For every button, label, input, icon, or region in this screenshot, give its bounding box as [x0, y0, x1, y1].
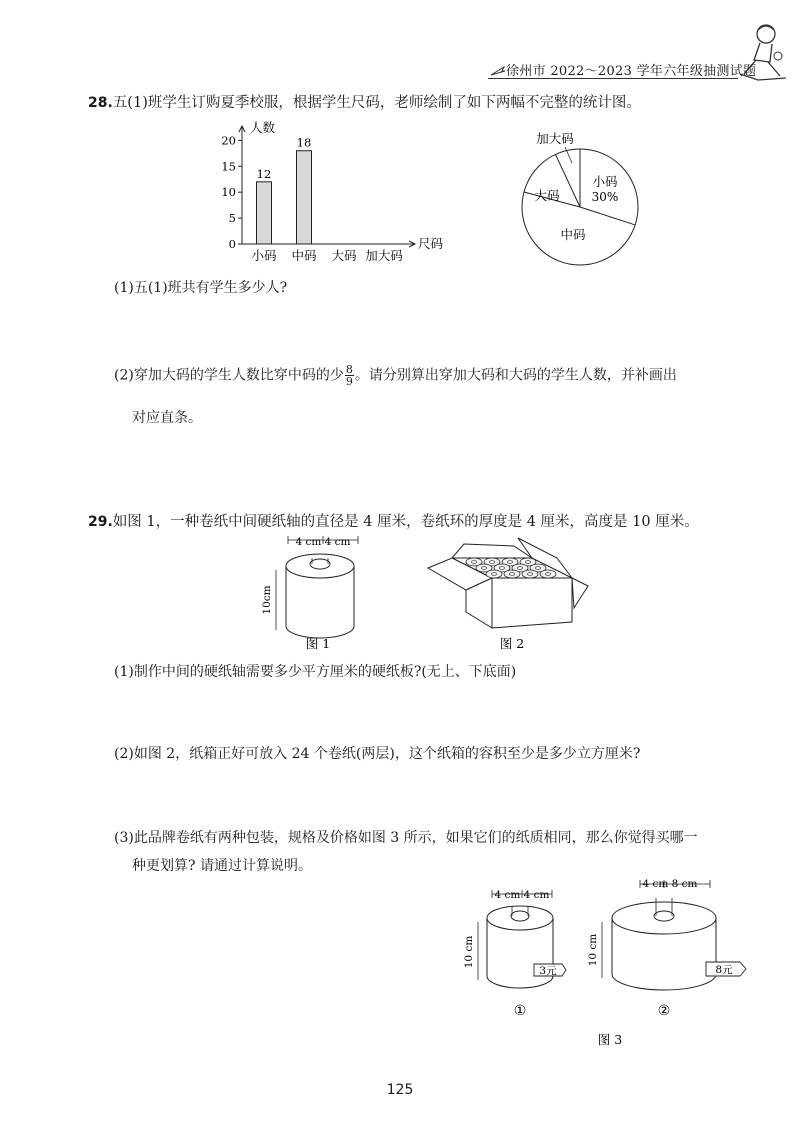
roll2-price-tag: 8元	[715, 964, 733, 976]
roll2-mark: ②	[657, 1003, 671, 1019]
figure-3-rolls	[462, 872, 762, 1047]
q28-stem	[88, 93, 641, 113]
pie-chart	[515, 125, 665, 275]
bar-data-label: 12	[256, 166, 272, 181]
header-rule	[488, 78, 738, 79]
q29-sub3-line1: (3)此品牌卷纸有两种包装，规格及价格如图 3 所示，如果它们的纸质相同，那么你觉得买哪一	[114, 830, 698, 846]
y-tick-label: 5	[228, 211, 236, 226]
roll1-dim-height: 10 cm	[463, 935, 475, 969]
bar	[257, 182, 272, 244]
fig1-dim-top: 4 cm 4 cm	[295, 536, 351, 548]
bar	[297, 151, 312, 244]
fig2-caption: 图 2	[499, 636, 525, 650]
roll1-dim-top: 4 cm 4 cm	[494, 889, 550, 901]
roll1-mark: ①	[513, 1003, 527, 1019]
fig3-caption: 图 3	[597, 1032, 623, 1047]
x-axis-label: 尺码	[418, 236, 444, 251]
pie-slice-label: 加大码	[536, 131, 574, 146]
roll2-dim-height: 10 cm	[587, 933, 599, 967]
figure-2-box	[422, 530, 592, 650]
y-tick-label: 15	[221, 159, 236, 174]
roll-1	[463, 889, 566, 1019]
q28-sub2-pre: (2)穿加大码的学生人数比穿中码的少	[114, 367, 344, 384]
mascot-icon	[736, 20, 792, 88]
bar-data-label: 18	[296, 135, 312, 150]
pie-slice-percent: 30%	[591, 190, 619, 204]
fig1-dim-height: 10cm	[261, 585, 273, 615]
q28-text: 五(1)班学生订购夏季校服，根据学生尺码，老师绘制了如下两幅不完整的统计图。	[112, 95, 641, 111]
x-tick-label: 加大码	[365, 248, 403, 263]
q29-sub3-line2: 种更划算? 请通过计算说明。	[132, 858, 312, 874]
y-axis-label: 人数	[250, 120, 276, 135]
x-tick-label: 中码	[291, 248, 317, 263]
y-tick-label: 10	[221, 185, 236, 200]
figure-1-roll	[258, 530, 368, 650]
y-tick-label: 0	[228, 237, 236, 251]
q28-sub2	[114, 364, 677, 387]
q28-sub1: (1)五(1)班共有学生多少人?	[114, 280, 288, 296]
pie-slice-label: 中码	[560, 227, 586, 242]
pie-slice-label: 小码	[592, 174, 618, 189]
y-tick-label: 20	[221, 133, 236, 148]
q28-sub2-post: 。请分别算出穿加大码和大码的学生人数，并补画出	[354, 367, 677, 384]
page-number: 125	[386, 1082, 414, 1098]
fraction-denominator: 9	[345, 375, 353, 388]
q28-number: 28.	[88, 95, 113, 111]
q28-sub2-line2: 对应直条。	[132, 410, 202, 426]
fig1-caption: 图 1	[305, 636, 331, 650]
roll2-dim-top: 4 cm 8 cm	[642, 878, 698, 890]
x-tick-label: 大码	[331, 248, 357, 263]
q29-stem	[88, 512, 699, 532]
q29-sub1: (1)制作中间的硬纸轴需要多少平方厘米的硬纸板?(无上、下底面)	[114, 664, 517, 680]
bar-chart	[220, 118, 470, 268]
q28-fraction	[345, 364, 354, 387]
pie-slice-label: 大码	[534, 188, 560, 203]
roll-2	[587, 878, 746, 1019]
q29-number: 29.	[88, 514, 113, 530]
fraction-numerator: 8	[345, 363, 353, 376]
q29-sub2: (2)如图 2，纸箱正好可放入 24 个卷纸(两层)，这个纸箱的容积至少是多少立方厘米?	[114, 746, 641, 762]
roll1-price-tag: 3元	[539, 965, 557, 977]
q29-text: 如图 1，一种卷纸中间硬纸轴的直径是 4 厘米，卷纸环的厚度是 4 厘米，高度是 10 厘米。	[112, 514, 699, 530]
header-title: 徐州市 2022～2023 学年六年级抽测试题	[506, 64, 757, 79]
x-tick-label: 小码	[251, 248, 277, 263]
